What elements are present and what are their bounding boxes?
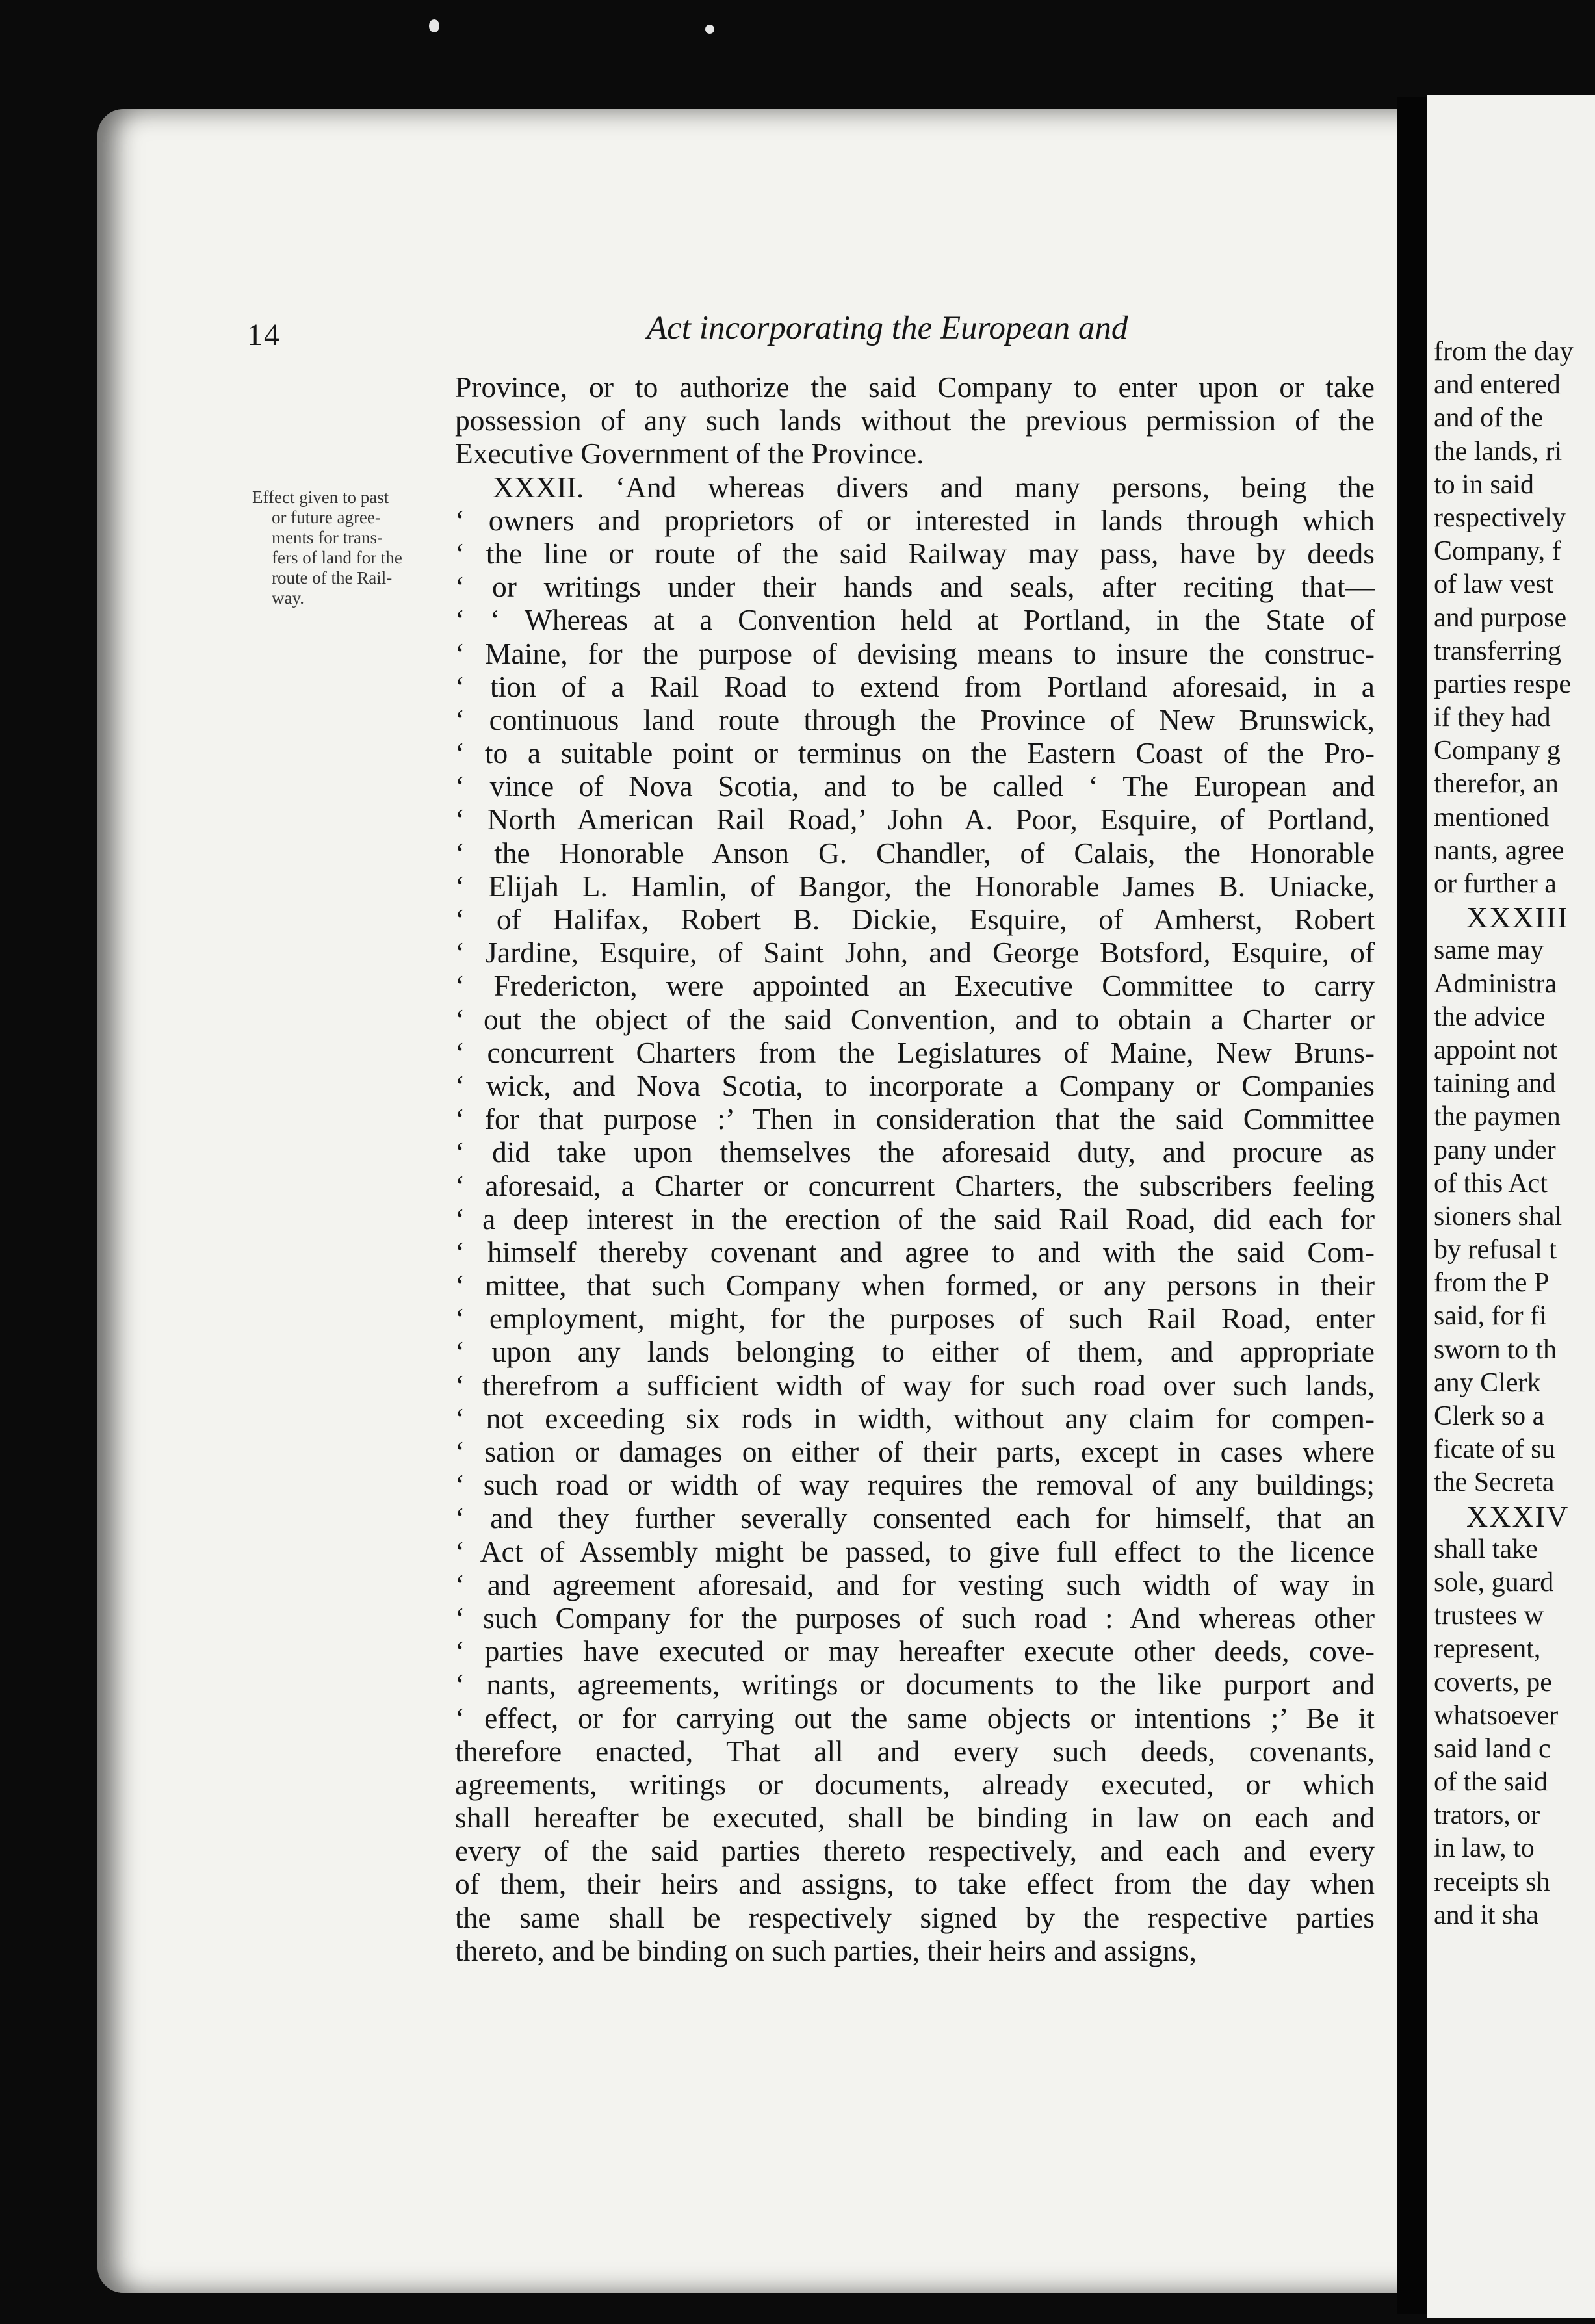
right-page-line: and purpose — [1434, 602, 1567, 633]
right-page-line: ficate of su — [1434, 1434, 1555, 1465]
right-page-line: said land c — [1434, 1733, 1551, 1764]
right-page-line: of law vest — [1434, 569, 1554, 600]
body-line: XXXII. ‘And whereas divers and many persons, being the — [493, 470, 1375, 504]
right-page-line: trustees w — [1434, 1601, 1544, 1631]
right-page-line: XXXIII — [1466, 901, 1569, 935]
right-page-text — [1434, 335, 1595, 1932]
right-page-line: Company g — [1434, 736, 1561, 766]
right-page-line: from the P — [1434, 1268, 1550, 1298]
right-page-line: receipts sh — [1434, 1866, 1550, 1897]
right-page-fragment — [1427, 95, 1595, 2318]
body-line: thereto, and be binding on such parties, their heirs and assigns, — [455, 1933, 1197, 1967]
body-line: ‘ aforesaid, a Charter or concurrent Charters, the subscribers feeling — [455, 1168, 1375, 1202]
body-line: ‘ the Honorable Anson G. Chandler, of Calais, the Honorable — [455, 836, 1375, 870]
body-line: ‘ or writings under their hands and seals, after reciting that— — [455, 570, 1375, 604]
right-page-line: the lands, ri — [1434, 436, 1563, 467]
body-line: ‘ Jardine, Esquire, of Saint John, and George Botsford, Esquire, of — [455, 936, 1375, 970]
right-page-line: pany under — [1434, 1135, 1556, 1165]
body-line: ‘ himself thereby covenant and agree to and with the said Com- — [455, 1235, 1375, 1269]
body-line: ‘ and they further severally consented each for himself, that an — [455, 1501, 1375, 1535]
right-page-line: nants, agree — [1434, 835, 1564, 866]
page-number: 14 — [247, 318, 281, 352]
body-line: ‘ tion of a Rail Road to extend from Portland aforesaid, in a — [455, 669, 1375, 703]
body-line: ‘ ‘ Whereas at a Convention held at Portland, in the State of — [455, 603, 1375, 637]
body-line: ‘ such Company for the purposes of such road : And whereas other — [455, 1601, 1375, 1634]
body-line: ‘ to a suitable point or terminus on the Eastern Coast of the Pro- — [455, 736, 1375, 770]
body-line: ‘ parties have executed or may hereafter execute other deeds, cove- — [455, 1634, 1375, 1668]
marginal-note-line: way. — [272, 588, 304, 608]
body-line: therefore enacted, That all and every such deeds, covenants, — [455, 1734, 1375, 1768]
body-line: ‘ a deep interest in the erection of the said Rail Road, did each for — [455, 1202, 1375, 1235]
right-page-line: represent, — [1434, 1634, 1541, 1664]
right-page-line: sworn to th — [1434, 1334, 1557, 1365]
right-page-line: from the day — [1434, 337, 1574, 367]
right-page-line: any Clerk — [1434, 1367, 1541, 1398]
right-page-line: respectively — [1434, 502, 1566, 533]
right-page-line: XXXIV — [1466, 1499, 1570, 1533]
body-line: ‘ of Halifax, Robert B. Dickie, Esquire, of Amherst, Robert — [455, 903, 1375, 936]
right-page-line: shall take — [1434, 1534, 1538, 1564]
marginal-note — [252, 487, 447, 608]
right-page-line: sole, guard — [1434, 1567, 1554, 1597]
right-page-line: or further a — [1434, 869, 1557, 899]
right-page-line: whatsoever — [1434, 1700, 1559, 1731]
right-page-line: in law, to — [1434, 1833, 1535, 1864]
right-page-line: parties respe — [1434, 669, 1572, 699]
marginal-note-line: route of the Rail- — [272, 568, 393, 587]
right-page-line: if they had — [1434, 703, 1551, 733]
body-line: Executive Government of the Province. — [455, 437, 924, 471]
body-line: ‘ North American Rail Road,’ John A. Poor, Esquire, of Portland, — [455, 803, 1375, 836]
right-page-line: transferring — [1434, 636, 1561, 666]
body-line: Province, or to authorize the said Company to enter upon or take — [455, 370, 1375, 404]
right-page-line: the advice — [1434, 1001, 1546, 1032]
body-line: ‘ such road or width of way requires the removal of any buildings; — [455, 1468, 1375, 1502]
body-line: ‘ not exceeding six rods in width, without any claim for compen- — [455, 1401, 1375, 1435]
body-line: ‘ mittee, that such Company when formed, or any persons in their — [455, 1269, 1375, 1302]
right-page-line: therefor, an — [1434, 769, 1559, 799]
marginal-note-line: Effect given to past — [252, 487, 389, 507]
body-line: ‘ wick, and Nova Scotia, to incorporate a Company or Companies — [455, 1068, 1375, 1102]
body-line: agreements, writings or documents, already executed, or which — [455, 1767, 1375, 1801]
right-page-line: to in said — [1434, 469, 1534, 500]
right-page-line: of this Act — [1434, 1168, 1548, 1198]
body-line: every of the said parties thereto respectively, and each and every — [455, 1834, 1375, 1868]
body-line: ‘ out the object of the said Convention, and to obtain a Charter or — [455, 1002, 1375, 1036]
body-line: ‘ concurrent Charters from the Legislatures of Maine, New Bruns- — [455, 1035, 1375, 1069]
body-line: ‘ did take upon themselves the aforesaid duty, and procure as — [455, 1135, 1375, 1169]
body-line: ‘ and agreement aforesaid, and for vesting such width of way in — [455, 1568, 1375, 1601]
book-gutter — [1397, 97, 1427, 2314]
right-page-line: appoint not — [1434, 1035, 1558, 1065]
right-page-line: trators, or — [1434, 1800, 1540, 1831]
right-page-line: the Secreta — [1434, 1467, 1555, 1498]
right-page-line: mentioned — [1434, 802, 1550, 833]
right-page-line: and of the — [1434, 403, 1543, 433]
right-page-line: Administra — [1434, 968, 1557, 999]
body-line: ‘ for that purpose :’ Then in consideration that the said Committee — [455, 1102, 1375, 1136]
right-page-line: same may — [1434, 935, 1544, 966]
body-line: ‘ continuous land route through the Province of New Brunswick, — [455, 703, 1375, 736]
body-line: ‘ effect, or for carrying out the same objects or intentions ;’ Be it — [455, 1701, 1375, 1735]
body-line: ‘ employment, might, for the purposes of such Rail Road, enter — [455, 1302, 1375, 1336]
body-text — [455, 370, 1375, 1967]
right-page-line: and it sha — [1434, 1900, 1538, 1930]
right-page-line: and entered — [1434, 370, 1561, 400]
right-page-line: said, for fi — [1434, 1301, 1547, 1332]
right-page-line: by refusal t — [1434, 1235, 1557, 1265]
body-line: possession of any such lands without the previous permission of the — [455, 404, 1375, 437]
body-line: ‘ therefrom a sufficient width of way for such road over such lands, — [455, 1368, 1375, 1402]
ink-speck — [429, 19, 439, 32]
marginal-note-line: or future agree- — [272, 508, 381, 527]
body-line: ‘ Fredericton, were appointed an Executive Committee to carry — [455, 969, 1375, 1003]
body-line: ‘ upon any lands belonging to either of them, and appropriate — [455, 1335, 1375, 1369]
body-line: the same shall be respectively signed by the respective parties — [455, 1900, 1375, 1934]
body-line: shall hereafter be executed, shall be binding in law on each and — [455, 1801, 1375, 1835]
body-line: ‘ Act of Assembly might be passed, to give full effect to the licence — [455, 1534, 1375, 1568]
right-page-line: sioners shal — [1434, 1201, 1563, 1232]
right-page-line: taining and — [1434, 1068, 1556, 1099]
body-line: ‘ Maine, for the purpose of devising means to insure the construc- — [455, 636, 1375, 670]
marginal-note-line: ments for trans- — [272, 528, 383, 547]
body-line: ‘ vince of Nova Scotia, and to be called ‘ The European and — [455, 769, 1375, 803]
right-page-line: Company, f — [1434, 536, 1561, 567]
right-page-line: the paymen — [1434, 1102, 1561, 1132]
body-line: ‘ owners and proprietors of or interested in lands through which — [455, 503, 1375, 537]
marginal-note-line: fers of land for the — [272, 548, 402, 567]
body-line: ‘ sation or damages on either of their parts, except in cases where — [455, 1435, 1375, 1468]
ink-speck — [705, 25, 714, 34]
running-head: Act incorporating the European and — [647, 310, 1128, 346]
right-page-line: Clerk so a — [1434, 1401, 1545, 1431]
body-line: of them, their heirs and assigns, to take effect from the day when — [455, 1867, 1375, 1901]
body-line: ‘ Elijah L. Hamlin, of Bangor, the Honorable James B. Uniacke, — [455, 869, 1375, 903]
right-page-line: of the said — [1434, 1767, 1548, 1798]
right-page-line: coverts, pe — [1434, 1667, 1552, 1698]
body-line: ‘ nants, agreements, writings or documents to the like purport and — [455, 1668, 1375, 1701]
body-line: ‘ the line or route of the said Railway may pass, have by deeds — [455, 536, 1375, 570]
